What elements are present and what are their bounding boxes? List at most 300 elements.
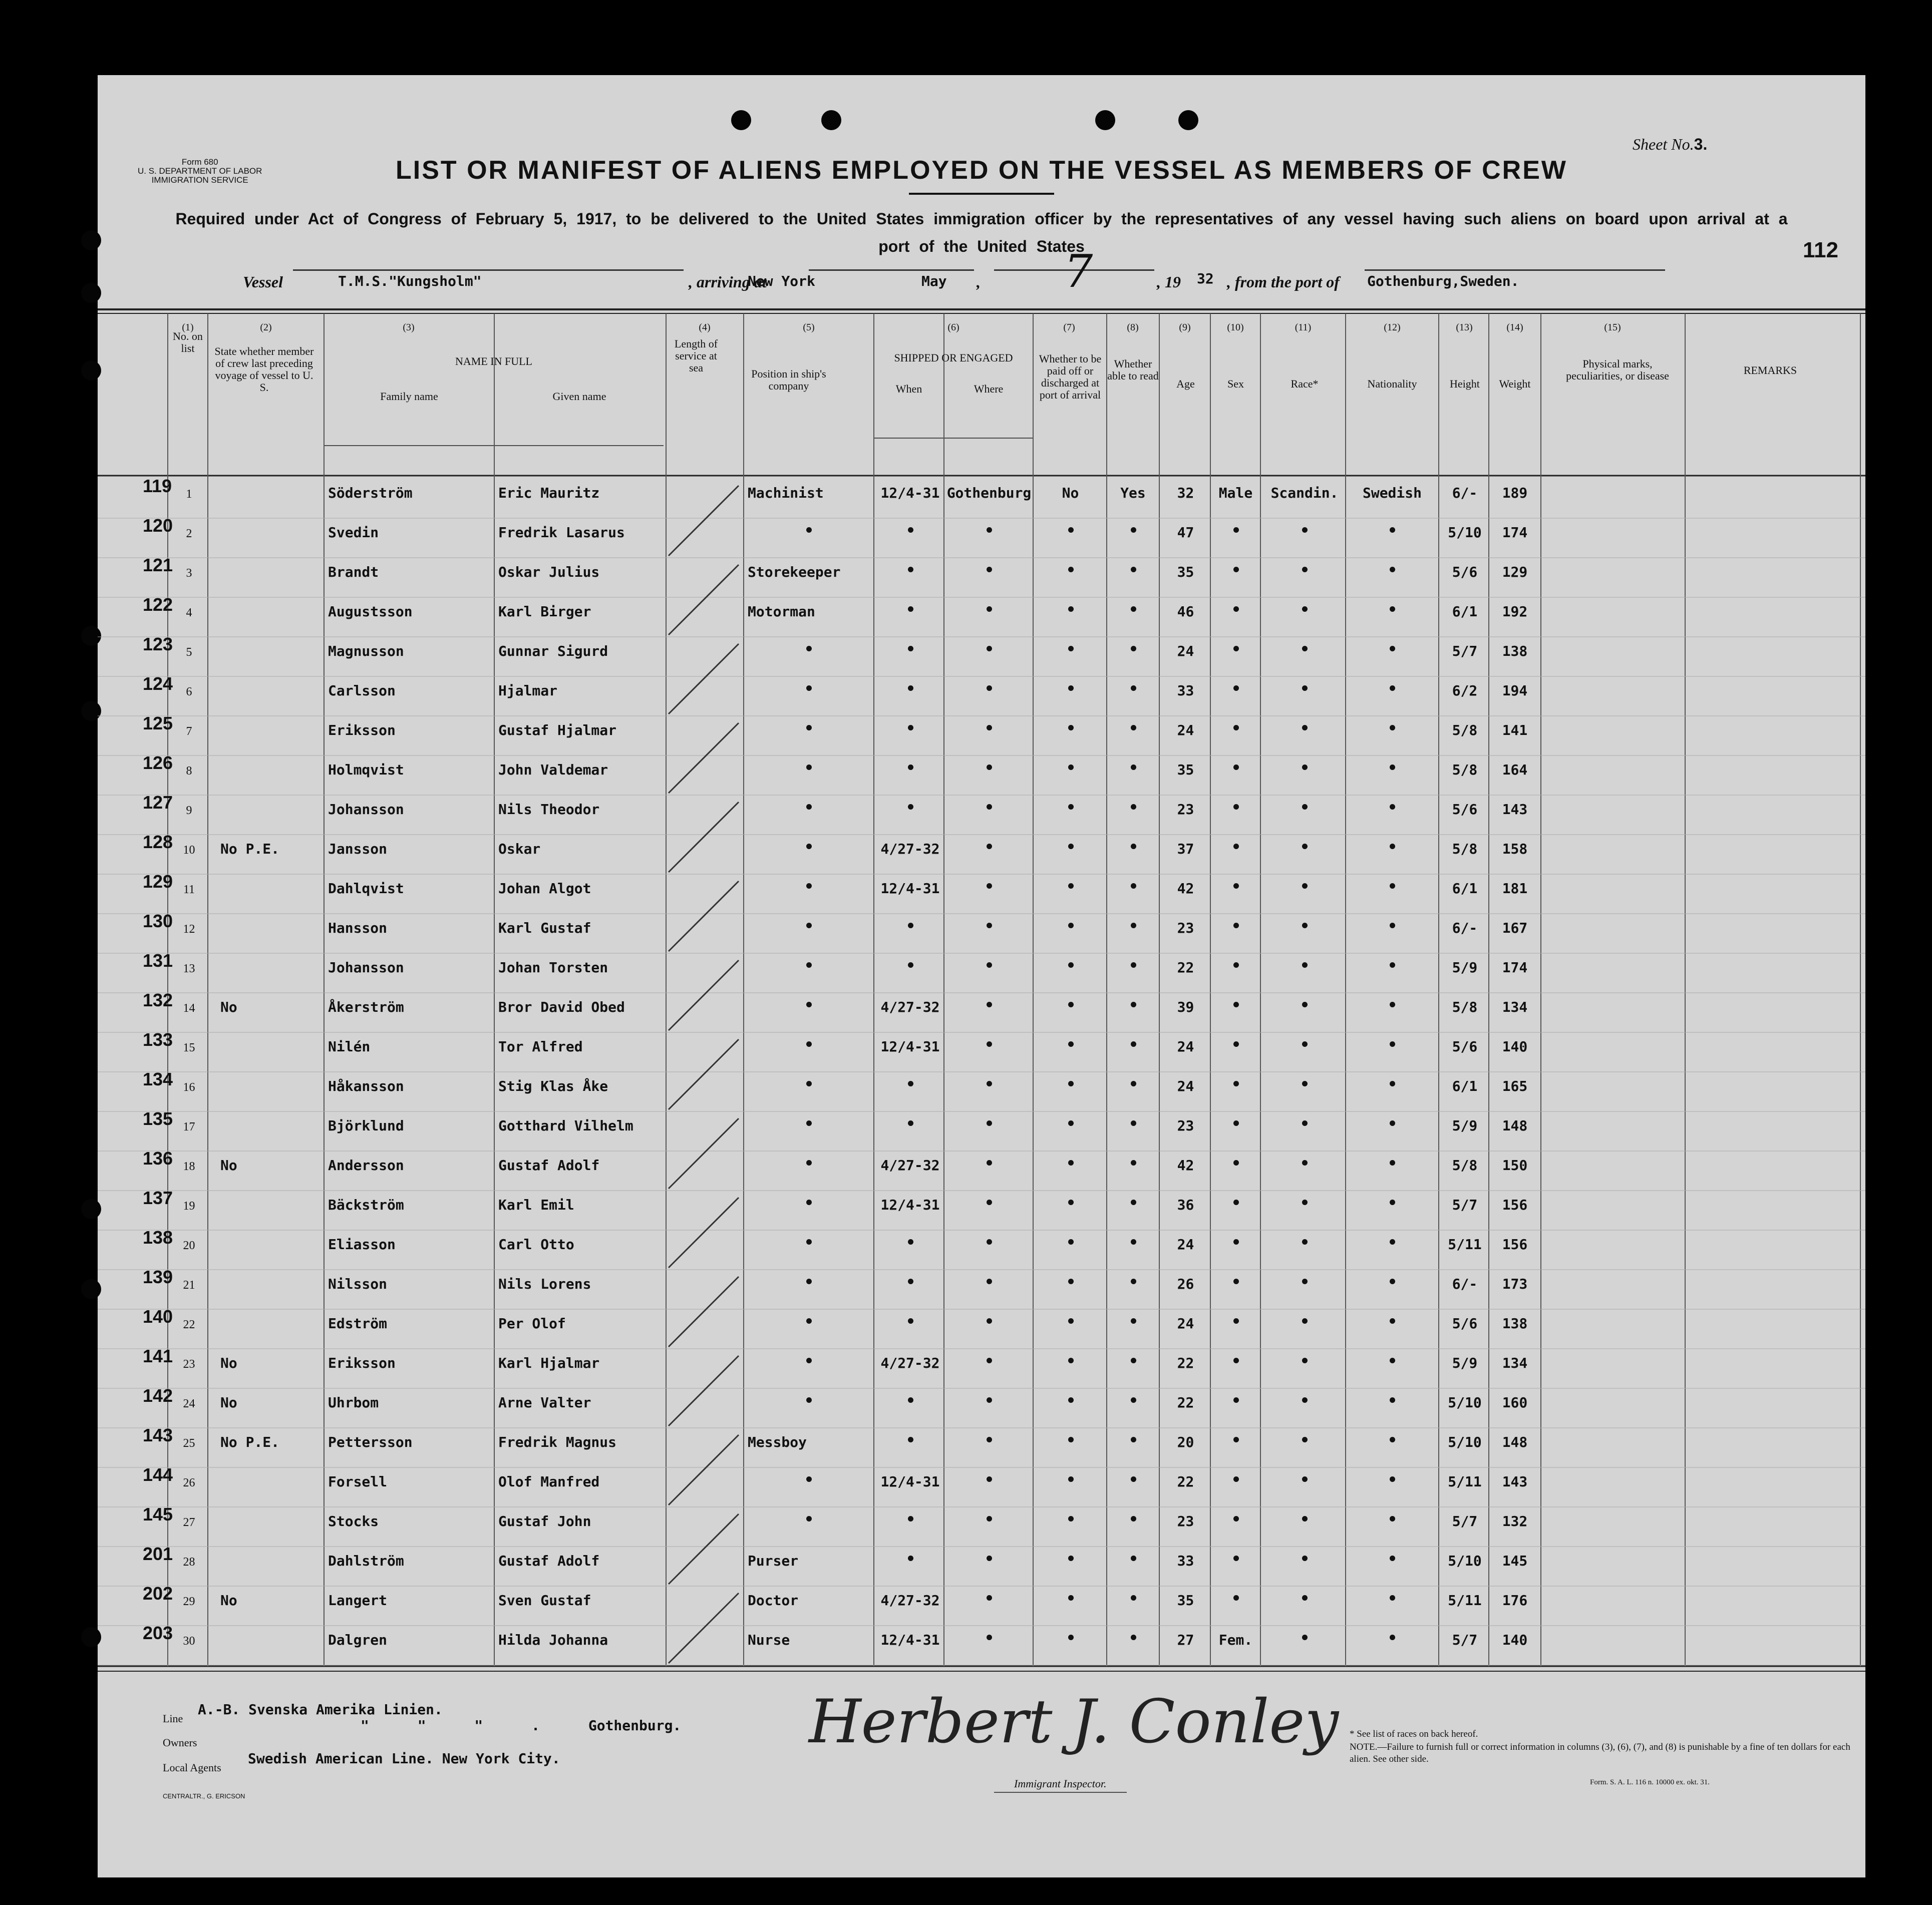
ditto-mark [1390,685,1395,691]
given-name: Sven Gustaf [498,1592,591,1609]
shipped-when: 12/4-31 [880,1038,940,1055]
ditto-mark [1131,685,1136,691]
given-name: Gustaf Hjalmar [498,722,617,738]
height: 6/1 [1452,880,1478,897]
column-number: (13) [1456,322,1473,333]
inspector-signature: Herbert J. Conley [809,1687,1339,1757]
age: 24 [1177,1078,1194,1094]
heading-name: NAME IN FULL [455,355,532,367]
given-name: Stig Klas Åke [498,1078,608,1094]
family-name: Eliasson [328,1236,396,1253]
given-name: Bror David Obed [498,999,625,1015]
ditto-mark [987,527,992,533]
ditto-mark [1068,1595,1074,1601]
list-number: 17 [183,1120,195,1133]
given-name: Per Olof [498,1315,566,1332]
age: 46 [1177,603,1194,620]
heading-state: State whether member of crew last preceding voyage of vessel to U. S. [214,345,314,394]
given-name: Nils Lorens [498,1276,591,1292]
ditto-mark [1131,962,1136,968]
weight: 194 [1502,682,1528,699]
family-name: Carlsson [328,682,396,699]
sex: Male [1218,485,1253,501]
table-row [98,1464,1865,1509]
ditto-mark [1131,1041,1136,1047]
ditto-mark [1302,725,1308,730]
height: 5/7 [1452,1632,1478,1648]
age: 26 [1177,1276,1194,1292]
ditto-mark [806,1120,812,1126]
list-number: 28 [183,1556,195,1569]
age: 22 [1177,1355,1194,1371]
ditto-mark [987,1556,992,1561]
ditto-mark [1390,1279,1395,1284]
ditto-mark [1068,1081,1074,1086]
ditto-mark [1302,1476,1308,1482]
ditto-mark [908,1318,913,1324]
ditto-mark [1068,527,1074,533]
ditto-mark [1233,1397,1239,1403]
height: 6/- [1452,1276,1478,1292]
ditto-mark [1233,646,1239,651]
list-number: 20 [183,1239,195,1252]
list-number: 25 [183,1437,195,1450]
ditto-mark [1131,1358,1136,1363]
table-row [98,1188,1865,1232]
ditto-mark [1390,1041,1395,1047]
table-row [98,594,1865,639]
ditto-mark [806,1397,812,1403]
state-previous-voyage: No [220,1157,237,1174]
given-name: Eric Mauritz [498,485,600,501]
family-name: Uhrbom [328,1394,379,1411]
ditto-mark [987,765,992,770]
ditto-mark [1233,923,1239,928]
ditto-mark [1131,1002,1136,1007]
ditto-mark [1390,606,1395,612]
ditto-mark [987,1200,992,1205]
given-name: Gustaf John [498,1513,591,1530]
family-name: Dahlqvist [328,880,404,897]
margin-number: 119 [143,476,172,496]
table-row [98,1346,1865,1390]
agents-label: Local Agents [163,1761,221,1774]
table-row [98,752,1865,797]
ditto-mark [1068,1200,1074,1205]
ditto-mark [1068,1358,1074,1363]
margin-number: 126 [143,752,173,773]
ditto-mark [1390,1437,1395,1442]
position: Doctor [748,1592,799,1609]
family-name: Hansson [328,920,388,936]
ditto-mark [1233,804,1239,810]
state-previous-voyage: No [220,1592,237,1609]
age: 23 [1177,1117,1194,1134]
able-to-read: Yes [1120,485,1146,501]
shipped-when: 12/4-31 [880,880,940,897]
ditto-mark [1233,1081,1239,1086]
family-name: Edström [328,1315,388,1332]
list-number: 26 [183,1476,195,1489]
list-number: 14 [183,1002,195,1015]
ditto-mark [1302,923,1308,928]
ditto-mark [987,1397,992,1403]
margin-number: 128 [143,832,173,852]
ditto-mark [1390,1358,1395,1363]
heading-sex: Sex [1227,377,1244,390]
table-row [98,634,1865,678]
ditto-mark [1302,765,1308,770]
ditto-mark [1302,1081,1308,1086]
ditto-mark [908,1437,913,1442]
given-name: Gotthard Vilhelm [498,1117,633,1134]
family-name: Björklund [328,1117,404,1134]
table-row [98,1267,1865,1311]
list-number: 12 [183,923,195,936]
ditto-mark [1302,685,1308,691]
table-row [98,1069,1865,1113]
ditto-mark [1068,1476,1074,1482]
table-row [98,1425,1865,1469]
weight: 132 [1502,1513,1528,1530]
ditto-mark [1390,765,1395,770]
ditto-mark [987,923,992,928]
ditto-mark [806,1516,812,1521]
list-number: 4 [186,606,192,619]
weight: 138 [1502,1315,1528,1332]
column-number: (8) [1127,322,1139,333]
weight: 176 [1502,1592,1528,1609]
ditto-mark [1390,844,1395,849]
ditto-mark [987,1358,992,1363]
margin-number: 133 [143,1029,173,1050]
state-previous-voyage: No [220,1394,237,1411]
height: 5/9 [1452,959,1478,976]
heading-paid-off: Whether to be paid off or discharged at port of arrival [1039,352,1102,401]
given-name: Fredrik Lasarus [498,524,625,541]
ditto-mark [1390,1081,1395,1086]
age: 24 [1177,1038,1194,1055]
ditto-mark [987,844,992,849]
height: 5/8 [1452,761,1478,778]
ditto-mark [806,1358,812,1363]
given-name: Olof Manfred [498,1473,600,1490]
ditto-mark [987,1041,992,1047]
age: 35 [1177,761,1194,778]
weight: 174 [1502,524,1528,541]
position: Motorman [748,603,815,620]
ditto-mark [1390,1002,1395,1007]
height: 5/9 [1452,1355,1478,1371]
age: 24 [1177,643,1194,659]
heading-family: Family name [380,390,438,403]
ditto-mark [1390,1476,1395,1482]
owners-label: Owners [163,1736,197,1749]
weight: 134 [1502,999,1528,1015]
ditto-mark [806,685,812,691]
table-row [98,1148,1865,1193]
family-name: Håkansson [328,1078,404,1094]
weight: 173 [1502,1276,1528,1292]
ditto-mark [1390,1595,1395,1601]
ditto-mark [1068,1239,1074,1245]
ditto-mark [1233,1516,1239,1521]
ditto-mark [1302,1002,1308,1007]
table-row [98,1227,1865,1272]
ditto-mark [806,804,812,810]
ditto-mark [987,685,992,691]
arrival-port-text: New York [748,273,815,289]
ditto-mark [987,1239,992,1245]
age: 35 [1177,564,1194,580]
margin-number: 122 [143,594,173,615]
given-name: Fredrik Magnus [498,1434,617,1450]
position: Storekeeper [748,564,841,580]
family-name: Magnusson [328,643,404,659]
shipped-when: 4/27-32 [880,1592,940,1609]
ditto-mark [1233,883,1239,889]
state-previous-voyage: No [220,999,237,1015]
ditto-mark [1233,765,1239,770]
ditto-mark [1131,606,1136,612]
ditto-mark [1390,1635,1395,1640]
ditto-mark [908,567,913,572]
list-number: 11 [183,883,195,896]
ditto-mark [1302,1318,1308,1324]
ditto-mark [1302,1635,1308,1640]
ditto-mark [1390,567,1395,572]
form-identifier: Form 680 U. S. DEPARTMENT OF LABOR IMMIGRATION SERVICE [138,157,262,185]
ditto-mark [806,883,812,889]
ditto-mark [1131,923,1136,928]
margin-number: 201 [143,1544,173,1564]
family-name: Augustsson [328,603,413,620]
margin-number: 127 [143,792,173,813]
shipped-when: 4/27-32 [880,999,940,1015]
list-number: 8 [186,765,192,778]
family-name: Nilén [328,1038,371,1055]
table-row [98,1583,1865,1628]
ditto-mark [1131,646,1136,651]
ditto-mark [1390,1516,1395,1521]
ditto-mark [1390,527,1395,533]
ditto-mark [806,646,812,651]
ditto-mark [908,685,913,691]
list-number: 6 [186,685,192,698]
margin-number: 141 [143,1346,173,1366]
weight: 148 [1502,1434,1528,1450]
age: 35 [1177,1592,1194,1609]
ditto-mark [908,1516,913,1521]
column-number: (15) [1604,322,1621,333]
ditto-mark [1131,1595,1136,1601]
ditto-mark [1068,1120,1074,1126]
list-number: 18 [183,1160,195,1173]
column-number: (7) [1063,322,1075,333]
race: Scandin. [1270,485,1339,501]
height: 5/6 [1452,564,1478,580]
margin-number: 124 [143,673,173,694]
weight: 165 [1502,1078,1528,1094]
list-number: 27 [183,1516,195,1529]
list-number: 30 [183,1635,195,1648]
height: 5/10 [1448,1553,1482,1569]
weight: 145 [1502,1553,1528,1569]
ditto-mark [1068,646,1074,651]
ditto-mark [987,646,992,651]
margin-number: 142 [143,1385,173,1406]
family-name: Andersson [328,1157,404,1174]
ditto-mark [908,646,913,651]
ditto-mark [1302,1595,1308,1601]
ditto-mark [1302,1397,1308,1403]
ditto-mark [1233,1437,1239,1442]
given-name: Karl Hjalmar [498,1355,600,1371]
sex: Fem. [1218,1632,1253,1648]
table-row [98,1544,1865,1588]
ditto-mark [806,527,812,533]
requirement-text: Required under Act of Congress of February 5, 1917, to be delivered to the United States immigration officer by the representatives of any vessel having such aliens on board upon arrival at a port of the United States [175,210,1788,255]
ditto-mark [908,725,913,730]
age: 23 [1177,1513,1194,1530]
list-number: 13 [183,962,195,975]
heading-no: No. on list [173,330,203,354]
ditto-mark [987,1635,992,1640]
heading-position: Position in ship's company [751,367,826,392]
ditto-mark [806,1200,812,1205]
vessel-label: Vessel [243,273,283,291]
ditto-mark [1390,1200,1395,1205]
table-row [98,515,1865,560]
ditto-mark [1302,646,1308,651]
margin-number: 145 [143,1504,173,1525]
age: 42 [1177,880,1194,897]
height: 5/7 [1452,1197,1478,1213]
height: 6/1 [1452,603,1478,620]
ditto-mark [1131,1476,1136,1482]
line-label: Line [163,1712,183,1725]
arrival-day: 7 [1064,245,1093,298]
height: 5/10 [1448,1434,1482,1450]
weight: 156 [1502,1236,1528,1253]
ditto-mark [1131,1200,1136,1205]
age: 24 [1177,722,1194,738]
state-previous-voyage: No P.E. [220,1434,280,1450]
sheet-number: Sheet No.3. [1633,135,1708,153]
manifest-sheet: Form 680 U. S. DEPARTMENT OF LABOR IMMIGRATION SERVICE Sheet No.3. LIST OR MANIFEST OF ALIENS EMPLOYED ON THE VESSEL AS MEMBERS OF CREW Required under Act of Congress of February 5, 1917, to be delivered to the United States immigration officer by the representatives of any vessel having such aliens on board upon arrival at a port of the United States 112 Vessel T.M.S."Kungsholm" , arriving at New York , May 7 , 19 32 , from the port of Gothenburg,Sweden. No. on list State whether member of crew last preceding voyage of vessel to U. S. NAME IN FULL Family name Given name Length of service at sea Position in ship's company SHIPPED OR ENGAGED When Where Whether to be paid off or discharged at port of arrival Whether able to read Age Sex Race* Nationality Height Weight Physical marks, peculiarities, or disease REMARKS (1) (2) (3) (4) (5) (6) (7) (8) (9) (10) (11) (12) (13) (14) (15) 119 1 Söderström Eric Mauritz Machinist 12/4-31 Gothenburg No Yes 32 Male Scandin. Swedish 6/- 189 120 2 Svedin Fredrik Lasarus 47 5/10 174 121 3 Brandt Oskar Julius Storekeeper 35 5/6 129 122 4 Augustsson Karl Birger Motorman 46 6/1 192 123 5 Magnusson Gunnar Sigurd 24 5/7 138 124 6 Carlsson Hjalmar 33 6/2 194 125 7 Eriksson Gustaf Hjalmar 24 5/8 141 126 8 Holmqvist John Valdemar 35 5/8 164 127 9 Johansson Nils Theodor 23 5/6 143 128 10 No P.E. Jansson Oskar 4/27-32 37 5/8 158 129 11 Dahlqvist Johan Algot 12/4-31 42 6/1 181 130 12 Hansson Karl Gustaf 23 6/- 167 131 13 Johansson Johan Torsten 22 5/9 174 132 14 No Åkerström Bror David Obed 4/27-32 39 5/8 134 133 15 Nilén Tor Alfred 12/4-31 24 5/6 140 134 16 Håkansson Stig Klas Åke 24 6/1 165 135 17 Björklund Gotthard Vilhelm 23 5/9 148 136 18 No Andersson Gustaf Adolf 4/27-32 42 5/8 150 137 19 Bäckström Karl Emil 12/4-31 36 5/7 156 138 20 Eliasson Carl Otto 24 5/11 156 139 21 Nilsson Nils Lorens 26 6/- 173 140 22 Edström Per Olof 24 5/6 138 141 23 No Eriksson Karl Hjalmar 4/27-32 22 5/9 134 142 24 No Uhrbom Arne Valter 22 5/10 160 143 25 No P.E. Pettersson Fredrik Magnus Messboy 20 5/10 148 144 26 Forsell Olof Manfred 12/4-31 22 5/11 143 145 27 Stocks Gustaf John 23 5/7 132 201 28 Dahlström Gustaf Adolf Purser 33 5/10 145 202 29 No Langert Sven Gustaf Doctor 4/27-32 35 5/11 176 203 30 Dalgren Hilda Johanna Nurse 12/4-31 27 Fem. 5/7 140 Line A.-B. Svenska Amerika Linien. Owners " " " . Gothenburg. Local Agents Swedish American Line. New York City. CENTRALTR., G. ERICSON Herbert J. Conley Immigrant Inspector. * See list of races on back hereof. NOTE.—Failure to furnish full or correct information in columns (3), (6), (7), and (8) is punishable by a fine of ten dollars for each alien. See other side. Form. S. A. L. 116 n. 10000 ex. okt. 31. [98,75,1865,1877]
family-name: Holmqvist [328,761,404,778]
weight: 140 [1502,1038,1528,1055]
height: 6/- [1452,485,1478,501]
height: 5/8 [1452,841,1478,857]
age: 20 [1177,1434,1194,1450]
ditto-mark [1390,962,1395,968]
ditto-mark [1233,1200,1239,1205]
ditto-mark [1302,1041,1308,1047]
height: 5/9 [1452,1117,1478,1134]
ditto-mark [1068,1437,1074,1442]
ditto-mark [1131,883,1136,889]
given-name: Johan Algot [498,880,591,897]
ditto-mark [987,1160,992,1166]
ditto-mark [908,1279,913,1284]
ditto-mark [1131,1081,1136,1086]
ditto-mark [1131,1556,1136,1561]
ditto-mark [1233,1595,1239,1601]
ditto-mark [1302,1279,1308,1284]
year-prefix: , 19 [1157,273,1181,291]
family-name: Jansson [328,841,388,857]
list-number: 22 [183,1318,195,1331]
ditto-mark [1131,765,1136,770]
ditto-mark [1390,1556,1395,1561]
ditto-mark [987,962,992,968]
ditto-mark [908,527,913,533]
position: Machinist [748,485,824,501]
ditto-mark [987,1516,992,1521]
shipped-where: Gothenburg [946,485,1032,501]
paid-off: No [1062,485,1079,501]
height: 5/10 [1448,524,1482,541]
ditto-mark [1302,1239,1308,1245]
family-name: Eriksson [328,1355,396,1371]
heading-length: Length of service at sea [674,337,718,374]
list-number: 29 [183,1595,195,1608]
table-row [98,673,1865,718]
ditto-mark [1302,1358,1308,1363]
age: 27 [1177,1632,1194,1648]
ditto-mark [1302,844,1308,849]
margin-number: 120 [143,515,173,536]
height: 5/6 [1452,1038,1478,1055]
column-number: (3) [403,322,415,333]
margin-number: 138 [143,1227,173,1248]
margin-number: 203 [143,1623,173,1643]
ditto-mark [987,883,992,889]
margin-number: 202 [143,1583,173,1604]
ditto-mark [987,1120,992,1126]
weight: 160 [1502,1394,1528,1411]
ditto-mark [1390,883,1395,889]
height: 6/1 [1452,1078,1478,1094]
given-name: Arne Valter [498,1394,591,1411]
age: 32 [1177,485,1194,501]
family-name: Johansson [328,959,404,976]
ditto-mark [1068,1160,1074,1166]
ditto-mark [1068,844,1074,849]
ditto-mark [908,1556,913,1561]
table-row [98,1108,1865,1153]
ditto-mark [1068,1041,1074,1047]
ditto-mark [806,725,812,730]
page-number: 112 [1803,238,1838,262]
arrival-month-text: May [921,273,947,289]
margin-number: 130 [143,911,173,931]
weight: 158 [1502,841,1528,857]
arrival-year: 32 [1197,270,1214,287]
ditto-mark [1233,527,1239,533]
list-number: 19 [183,1200,195,1213]
height: 5/11 [1448,1236,1482,1253]
ditto-mark [1390,804,1395,810]
ditto-mark [1390,1397,1395,1403]
column-number: (11) [1295,322,1312,333]
age: 23 [1177,801,1194,818]
height: 5/8 [1452,1157,1478,1174]
ditto-mark [1302,1200,1308,1205]
shipped-when: 4/27-32 [880,1355,940,1371]
table-row [98,1504,1865,1549]
